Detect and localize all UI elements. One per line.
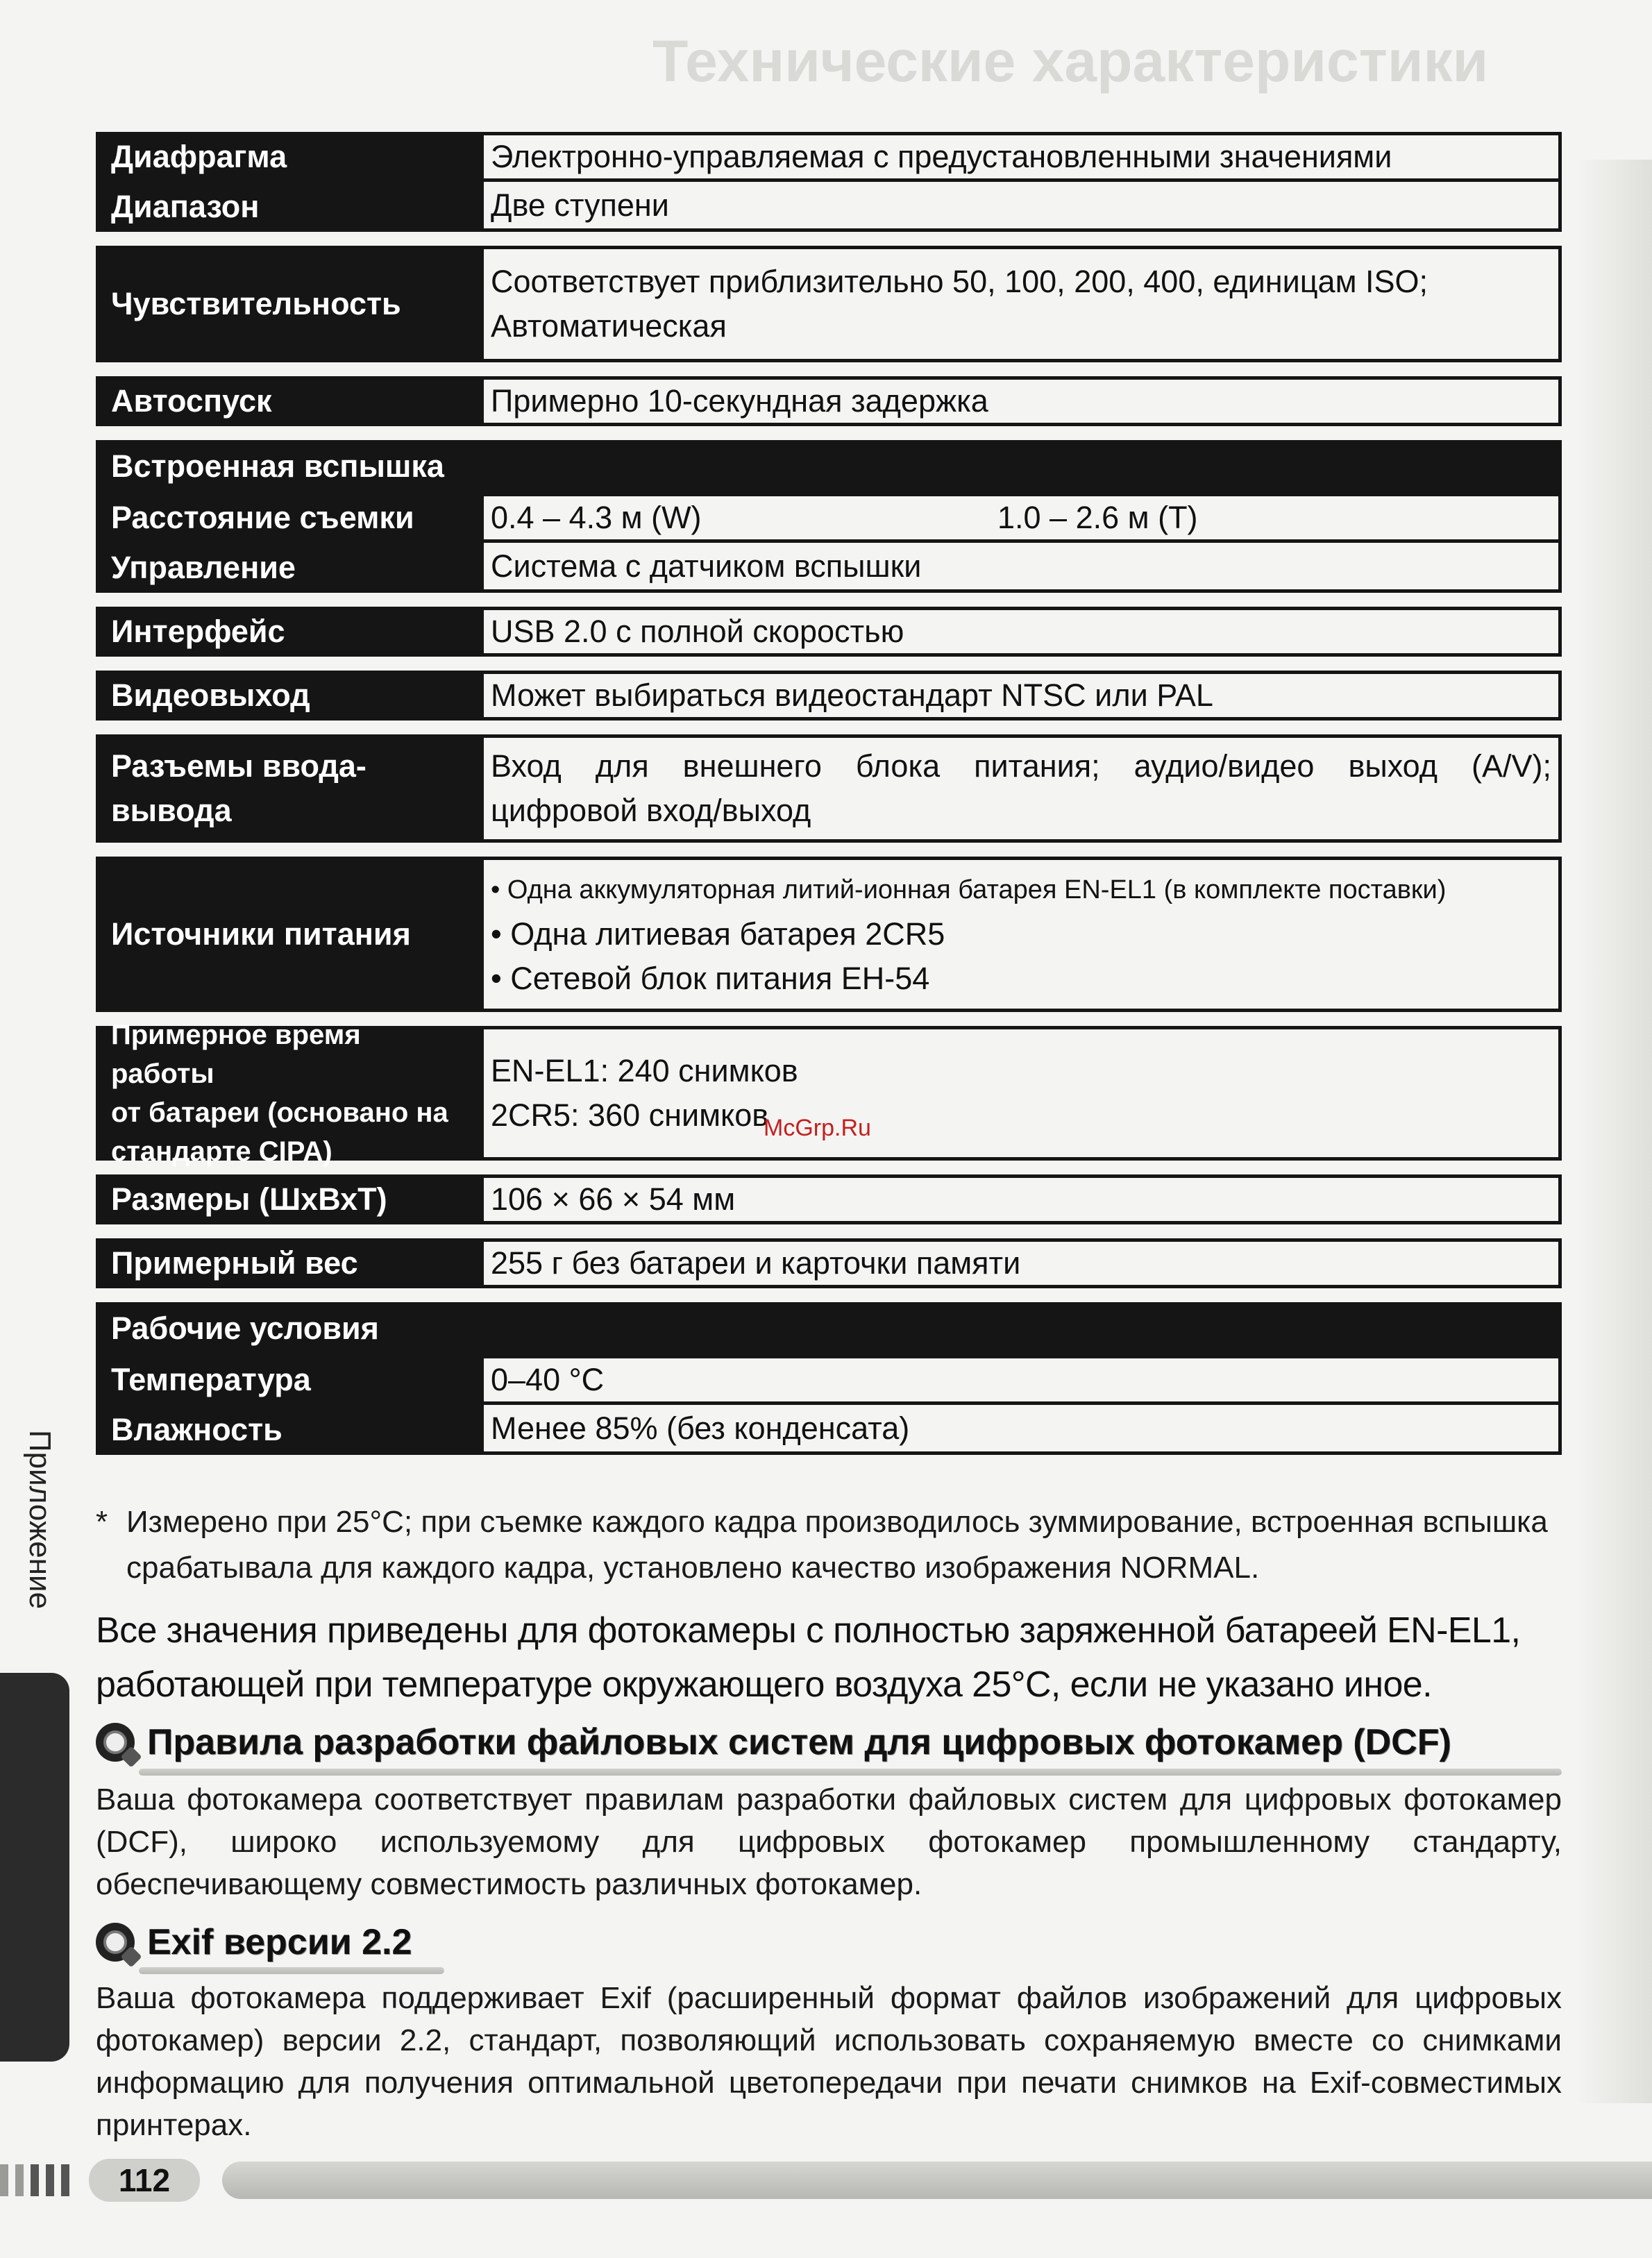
spec-row xyxy=(96,671,1562,721)
spec-group-operating-conditions xyxy=(96,1302,1562,1455)
spec-row xyxy=(96,132,1562,182)
title-underline xyxy=(139,1967,444,1974)
spec-row xyxy=(96,1238,1562,1288)
note-icon xyxy=(96,1923,135,1962)
spec-group-header: Рабочие условия xyxy=(96,1302,1562,1355)
spec-value: Электронно-управляемая с предустановленными значениями xyxy=(482,132,1562,182)
spec-value xyxy=(482,246,1562,362)
footnote-text: Измерено при 25°C; при съемке каждого кадра производилось зуммирование, встроенная вспышка срабатывала для каждого кадра, установлено качество изображения NORMAL. xyxy=(126,1505,1548,1585)
all-values-note: Все значения приведены для фотокамеры с полностью заряженной батареей EN-EL1, работающей при температуре окружающего воздуха 25°C, если не указано иное. xyxy=(96,1610,1521,1705)
spec-value: Система с датчиком вспышки xyxy=(482,543,1562,593)
spec-group-video-out xyxy=(96,671,1562,721)
spec-row xyxy=(96,493,1562,543)
spec-label: Видеовыход xyxy=(96,671,482,721)
side-tab-label: Приложение xyxy=(23,1430,57,1610)
spec-value xyxy=(482,734,1562,843)
spec-label xyxy=(96,734,482,843)
spec-value-line: Вход для внешнего блока питания; аудио/видео выход (A/V); xyxy=(491,748,1551,784)
spec-label: Влажность xyxy=(96,1405,482,1455)
spec-label: Управление xyxy=(96,543,482,593)
spec-label-line: Разъемы ввода- xyxy=(111,748,366,784)
section-title-exif xyxy=(96,1921,412,1963)
spec-label: Температура xyxy=(96,1355,482,1405)
flash-range-wide: 0.4 – 4.3 м (W) xyxy=(491,500,702,535)
spec-label: Чувствительность xyxy=(96,246,482,362)
spec-value: 106 × 66 × 54 мм xyxy=(482,1174,1562,1224)
spec-value xyxy=(482,857,1562,1012)
spec-value-line: Автоматическая xyxy=(491,308,727,344)
footer-dashes xyxy=(0,2164,69,2196)
page-number: 112 xyxy=(89,2159,200,2202)
side-tab xyxy=(0,1673,69,2062)
spec-value: 255 г без батареи и карточки памяти xyxy=(482,1238,1562,1288)
watermark: McGrp.Ru xyxy=(764,1115,871,1141)
spec-label: Примерный вес xyxy=(96,1238,482,1288)
spec-label: Источники питания xyxy=(96,857,482,1012)
spec-group-header: Встроенная вспышка xyxy=(96,440,1562,493)
spec-value xyxy=(482,1026,1562,1161)
spec-table xyxy=(96,132,1562,1455)
spec-group-power xyxy=(96,857,1562,1012)
spec-value: Менее 85% (без конденсата) xyxy=(482,1405,1562,1455)
spec-label: Интерфейс xyxy=(96,607,482,657)
spec-group-dimensions xyxy=(96,1174,1562,1224)
spec-row xyxy=(96,734,1562,843)
spec-value-line: Соответствует приблизительно 50, 100, 200, 400, единицам ISO; xyxy=(491,264,1428,299)
note-icon xyxy=(96,1723,135,1762)
spec-label: Расстояние съемки xyxy=(96,493,482,543)
spec-row xyxy=(96,246,1562,362)
spec-label-line: вывода xyxy=(111,793,232,828)
spec-row xyxy=(96,543,1562,593)
spec-label: Размеры (ШхВхТ) xyxy=(96,1174,482,1224)
spec-value-line: EN-EL1: 240 снимков xyxy=(491,1053,798,1088)
page-header-title: Технические характеристики xyxy=(652,28,1489,94)
spec-value xyxy=(482,493,1562,543)
spec-label: Автоспуск xyxy=(96,376,482,426)
title-underline xyxy=(139,1769,1562,1776)
spec-row xyxy=(96,857,1562,1012)
spec-row xyxy=(96,376,1562,426)
spec-row xyxy=(96,1355,1562,1405)
power-source-item: • Одна литиевая батарея 2CR5 xyxy=(491,916,945,952)
section-title-dcf xyxy=(96,1721,1451,1763)
spec-group-weight xyxy=(96,1238,1562,1288)
spec-group-flash xyxy=(96,440,1562,593)
section-title-text: Правила разработки файловых систем для цифровых фотокамер (DCF) xyxy=(147,1722,1451,1762)
spec-group-aperture xyxy=(96,132,1562,232)
spec-label-line: Примерное время работы xyxy=(111,1020,361,1089)
spec-row xyxy=(96,1405,1562,1455)
spec-label-line: от батареи (основано на xyxy=(111,1097,448,1128)
spec-value: Примерно 10-секундная задержка xyxy=(482,376,1562,426)
flash-range-tele: 1.0 – 2.6 м (T) xyxy=(997,500,1198,535)
spec-value: USB 2.0 с полной скоростью xyxy=(482,607,1562,657)
spec-label: Диапазон xyxy=(96,182,482,232)
power-source-item: • Сетевой блок питания EH-54 xyxy=(491,961,930,996)
spec-group-interface xyxy=(96,607,1562,657)
page-edge-shadow xyxy=(1576,160,1652,2103)
spec-row xyxy=(96,607,1562,657)
spec-group-io-terminals xyxy=(96,734,1562,843)
footnote xyxy=(96,1499,1562,1591)
spec-value-line: 2CR5: 360 снимков xyxy=(491,1097,769,1133)
spec-value: Может выбираться видеостандарт NTSC или PAL xyxy=(482,671,1562,721)
spec-value: 0–40 °C xyxy=(482,1355,1562,1405)
footnote-mark: * xyxy=(96,1505,108,1539)
section-body-dcf: Ваша фотокамера соответствует правилам разработки файловых систем для цифровых фотокамер (DCF), широко используемому для цифровых фотокамер промышленному стандарту, обеспечивающему совместимость различных фотокамер. xyxy=(96,1783,1562,1901)
section-body-exif: Ваша фотокамера поддерживает Exif (расширенный формат файлов изображений для цифровых фотокамер) версии 2.2, стандарт, позволяющий использовать сохраняемую вместе со снимками информацию для получения оптимальной цветопередачи при печати снимков на Exif-совместимых принтерах. xyxy=(96,1981,1562,2142)
spec-row xyxy=(96,1174,1562,1224)
power-source-item: • Одна аккумуляторная литий-ионная батарея EN-EL1 (в комплекте поставки) xyxy=(491,875,1447,904)
spec-value-line: цифровой вход/выход xyxy=(491,793,811,828)
spec-value: Две ступени xyxy=(482,182,1562,232)
spec-row xyxy=(96,182,1562,232)
section-title-text: Exif версии 2.2 xyxy=(147,1922,412,1962)
spec-group-self-timer xyxy=(96,376,1562,426)
spec-group-sensitivity xyxy=(96,246,1562,362)
spec-label-line: стандарте CIPA) xyxy=(111,1136,332,1167)
footer-bar xyxy=(222,2162,1652,2199)
spec-label: Диафрагма xyxy=(96,132,482,182)
spec-label xyxy=(96,1020,482,1167)
